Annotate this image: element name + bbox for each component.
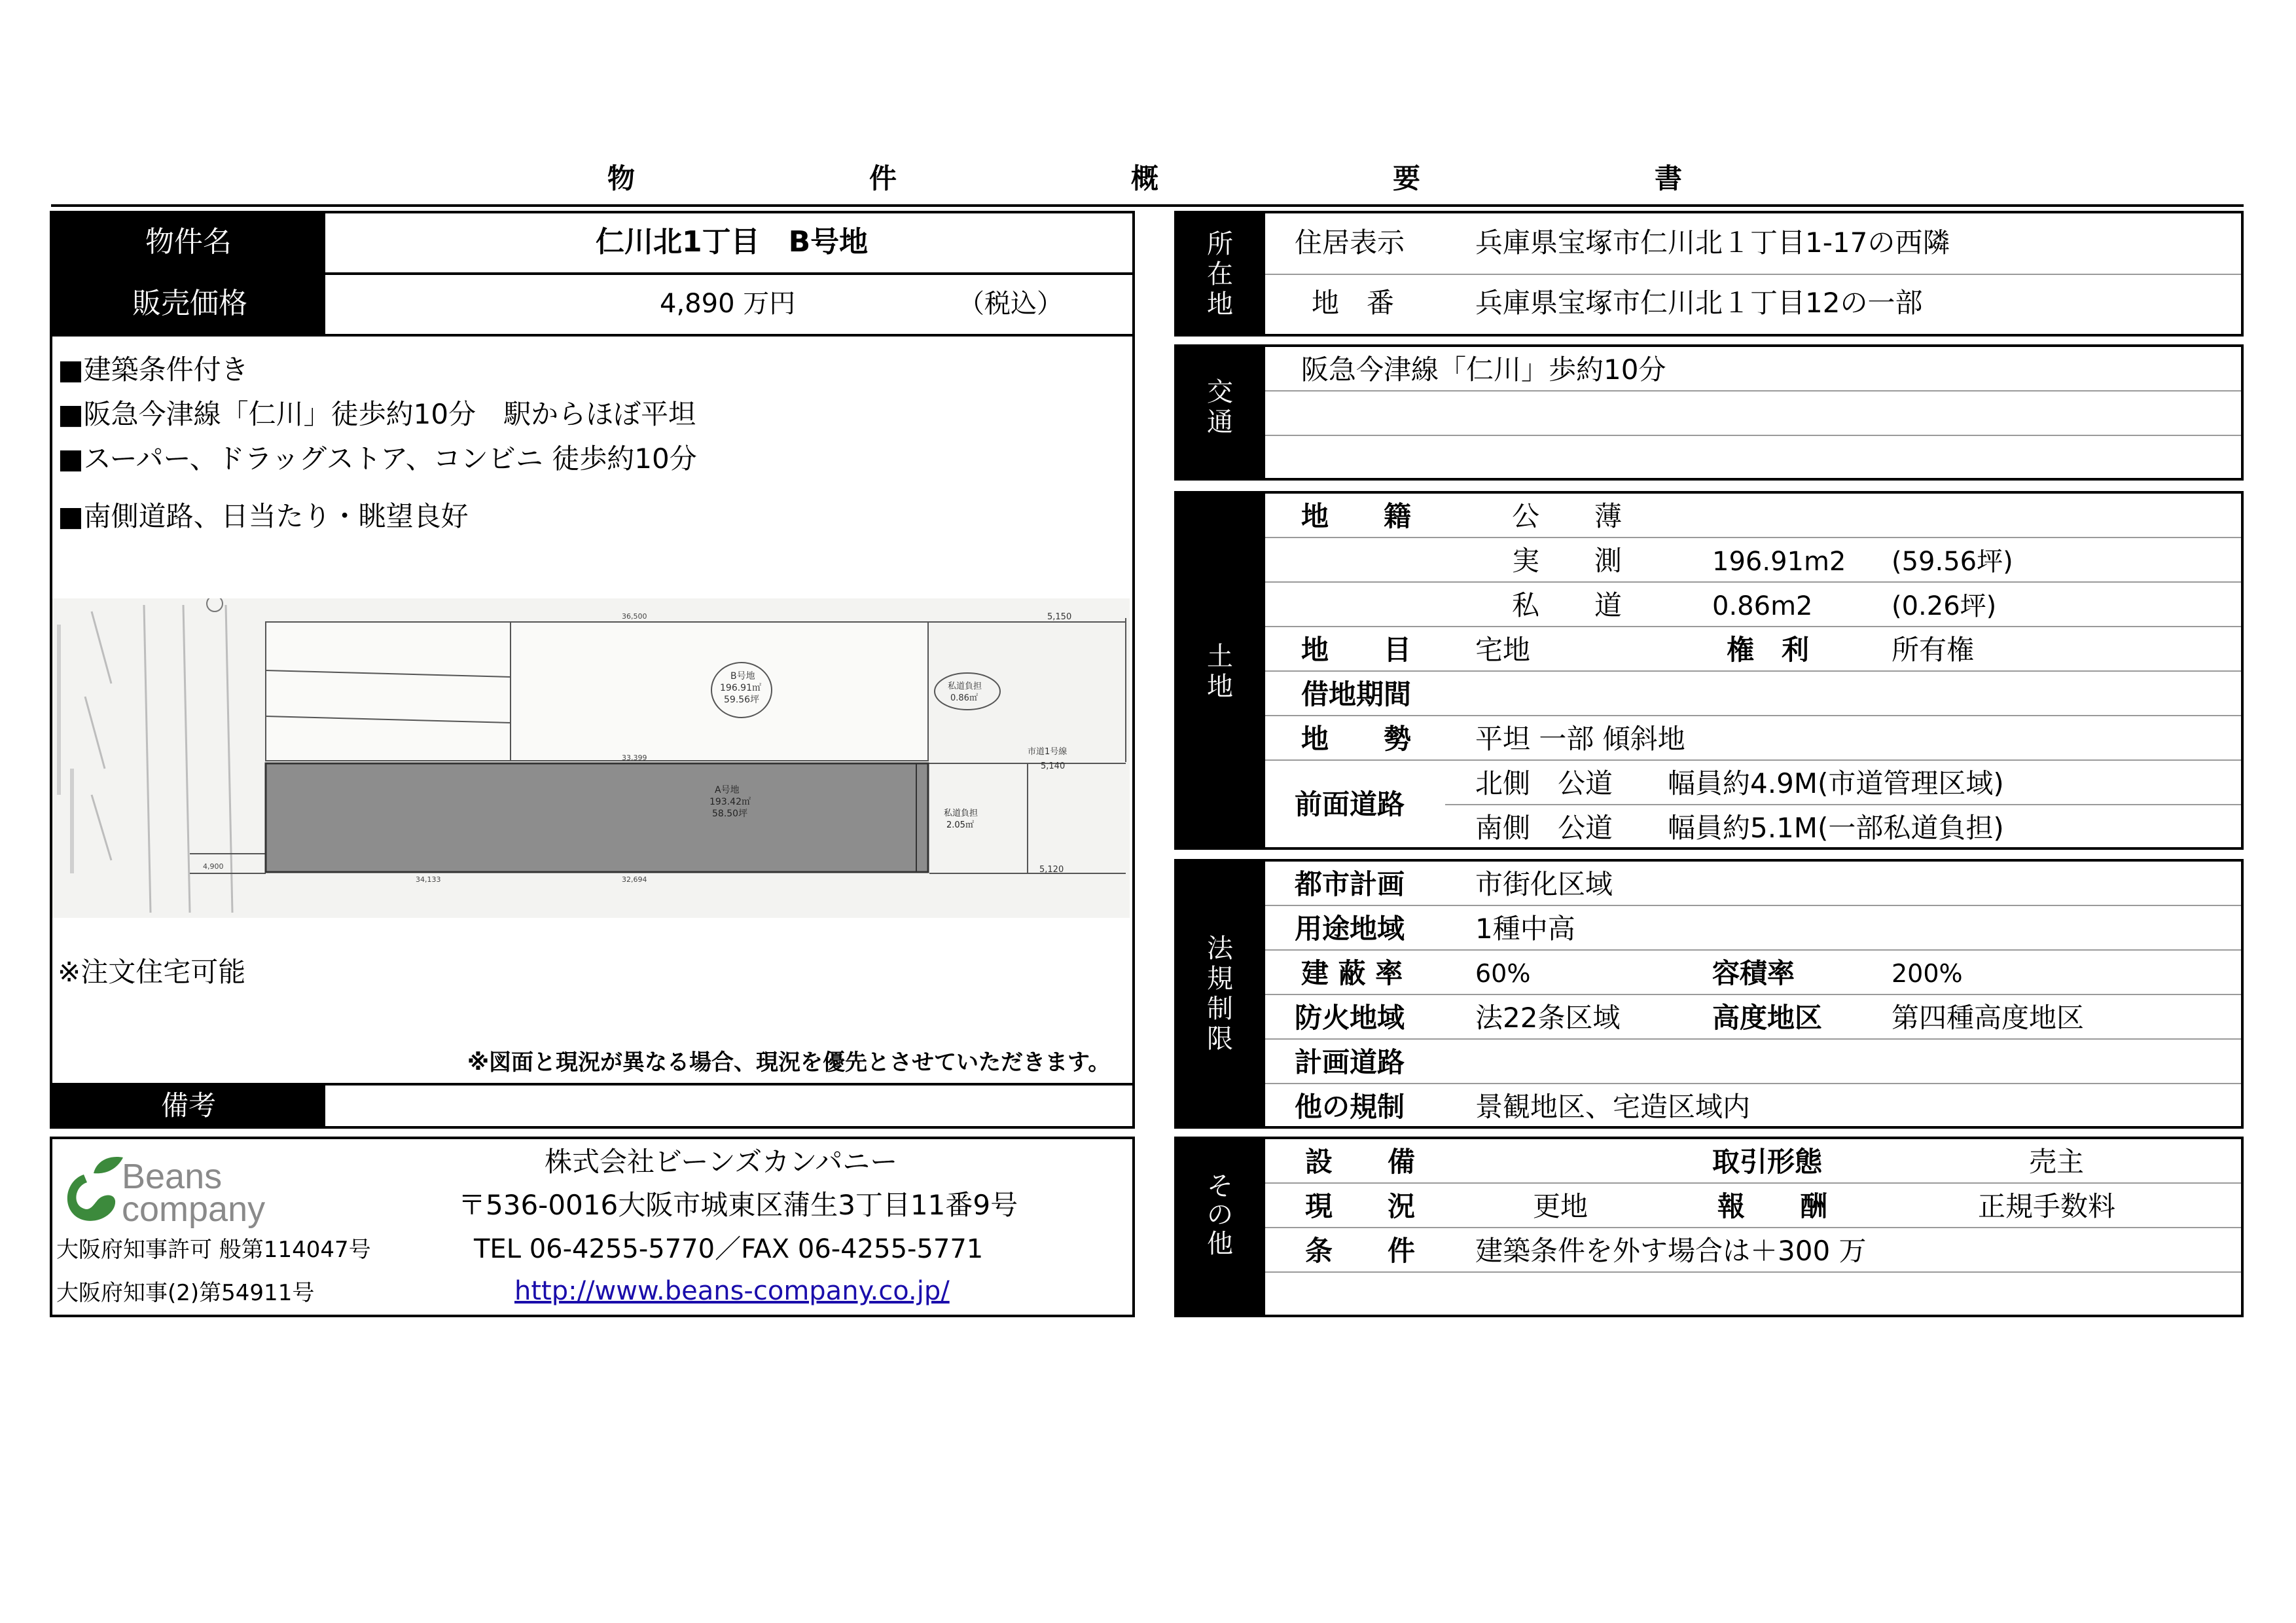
price-value: 4,890 万円 [660,289,796,319]
land-section-label: 土地 [1207,642,1233,702]
company-website-link[interactable]: http://www.beans-company.co.jp/ [514,1276,950,1306]
actual-area-m2: 196.91m2 [1712,547,1846,577]
other-section-label: その他 [1207,1171,1233,1259]
actual-area-label: 実 測 [1512,545,1623,577]
lot-number-label: 地 番 [1312,287,1395,319]
feature-item: ■阪急今津線「仁川」徒歩約10分 駅からほぼ平坦 [58,398,696,430]
remarks-label: 備考 [161,1089,217,1122]
private-road-tsubo: (0.26坪) [1892,591,1997,621]
lot-number-value: 兵庫県宝塚市仁川北１丁目12の一部 [1475,287,1923,319]
dimension-5150: 5,150 [1047,612,1072,622]
dimension-5140: 5,140 [1041,761,1066,771]
city-plan-value: 市街化区域 [1475,868,1613,900]
private-road-b-area: 0.86㎡ [950,693,978,703]
logo-text-company: company [122,1190,266,1229]
dimension-bottom-right: 32,694 [622,875,647,884]
property-name-label: 物件名 [145,225,232,259]
area-label: 地 籍 [1301,500,1412,532]
lease-period-label: 借地期間 [1301,678,1412,710]
price-tax: （税込） [958,289,1063,319]
terrain-value: 平坦 一部 傾斜地 [1475,723,1685,755]
address-label: 住居表示 [1295,227,1405,259]
company-name: 株式会社ビーンズカンパニー [545,1146,898,1178]
lot-a-tsubo: 58.50坪 [712,809,748,819]
title-char-4: 要 [1393,162,1421,194]
rights-label: 権 利 [1727,634,1810,666]
city-plan-label: 都市計画 [1295,868,1405,900]
registry-area-label: 公 薄 [1512,500,1623,532]
company-tel-fax: TEL 06-4255-5770／FAX 06-4255-5771 [474,1234,984,1264]
property-name-value: 仁川北1丁目 B号地 [596,225,869,259]
land-table [1174,491,2244,850]
title-char-5: 書 [1655,162,1683,194]
private-road-a-label: 私道負担 [944,809,978,818]
address-value: 兵庫県宝塚市仁川北１丁目1-17の西隣 [1475,227,1950,259]
beans-logo-icon [58,1148,130,1227]
fire-zone-label: 防火地域 [1295,1002,1405,1034]
private-road-b-label: 私道負担 [948,682,982,691]
legal-table [1174,859,2244,1129]
company-license-2: 大阪府知事(2)第54911号 [56,1280,315,1306]
location-table [1174,211,2244,337]
transaction-type-value: 売主 [2029,1146,2085,1178]
height-district-value: 第四種高度地区 [1892,1002,2085,1034]
company-address: 〒536-0016大阪市城東区蒲生3丁目11番9号 [458,1189,1018,1221]
frontage-road-north: 北側 公道 幅員約4.9M(市道管理区域) [1475,767,2004,799]
fire-zone-value: 法22条区域 [1475,1002,1621,1034]
company-license-1: 大阪府知事許可 般第114047号 [56,1237,371,1263]
terrain-label: 地 勢 [1301,723,1412,755]
logo-text-beans: Beans [122,1157,223,1196]
title-char-3: 概 [1131,162,1159,194]
actual-area-tsubo: (59.56坪) [1892,547,2013,577]
lot-a-label: A号地 [715,785,740,795]
title-char-2: 件 [869,162,897,194]
dimension-5120: 5,120 [1039,865,1064,875]
current-status-label: 現 況 [1305,1190,1416,1222]
private-road-label: 私 道 [1512,589,1623,621]
transport-section-label: 交通 [1207,377,1233,437]
header-table [50,211,1135,337]
features-panel [50,334,1135,1085]
dimension-mid: 33,399 [622,754,647,762]
floor-area-ratio-value: 200% [1892,959,1963,988]
frontage-road-south: 南側 公道 幅員約5.1M(一部私道負担) [1475,812,2004,844]
price-label: 販売価格 [132,287,247,320]
conditions-value: 建築条件を外す場合は＋300 万 [1475,1235,1867,1267]
feature-item: ■南側道路、日当たり・眺望良好 [58,500,469,532]
private-road-a-area: 2.05㎡ [946,820,974,830]
remarks-row [50,1083,1135,1129]
rights-value: 所有権 [1892,634,1975,666]
city-road-label: 市道1号線 [1028,747,1067,757]
fee-label: 報 酬 [1717,1190,1828,1222]
land-category-label: 地 目 [1301,634,1412,666]
lot-a-area: 193.42㎡ [709,797,751,807]
lot-b-area: 196.91㎡ [720,683,761,693]
land-category-value: 宅地 [1475,634,1531,666]
other-regulations-value: 景観地区、宅造区域内 [1475,1091,1751,1123]
transaction-type-label: 取引形態 [1712,1146,1823,1178]
fee-value: 正規手数料 [1978,1190,2116,1222]
conditions-label: 条 件 [1305,1235,1416,1267]
planned-road-label: 計画道路 [1295,1046,1405,1078]
custom-home-note: ※注文住宅可能 [58,956,246,988]
coverage-value: 60% [1475,959,1531,988]
disclaimer-note: ※図面と現況が異なる場合、現況を優先とさせていただきます。 [467,1049,1111,1076]
dimension-bottom-left: 34,133 [416,875,441,884]
private-road-m2: 0.86m2 [1712,591,1813,621]
dimension-top: 36,500 [622,612,647,621]
zoning-value: 1種中高 [1475,913,1575,945]
title-char-1: 物 [607,162,636,194]
lot-b-label: B号地 [730,671,755,682]
zoning-label: 用途地域 [1295,913,1405,945]
floor-area-ratio-label: 容積率 [1712,957,1795,989]
location-section-label: 所在地 [1207,229,1233,319]
other-table [1174,1137,2244,1317]
company-panel [50,1137,1135,1317]
equipment-label: 設 備 [1305,1146,1416,1178]
title-underline [51,204,2244,207]
coverage-label: 建 蔽 率 [1301,957,1403,989]
feature-item: ■建築条件付き [58,354,249,386]
transport-table [1174,344,2244,481]
other-regulations-label: 他の規制 [1295,1091,1405,1123]
transport-line-1: 阪急今津線「仁川」歩約10分 [1301,354,1666,386]
dimension-left: 4,900 [203,862,224,871]
frontage-road-label: 前面道路 [1295,788,1405,820]
current-status-value: 更地 [1533,1190,1588,1222]
lot-b-tsubo: 59.56坪 [724,695,760,705]
feature-item: ■スーパー、ドラッグストア、コンビニ 徒歩約10分 [58,443,697,475]
legal-section-label: 法規制限 [1207,934,1233,1054]
height-district-label: 高度地区 [1712,1002,1823,1034]
site-plan [52,598,1130,918]
